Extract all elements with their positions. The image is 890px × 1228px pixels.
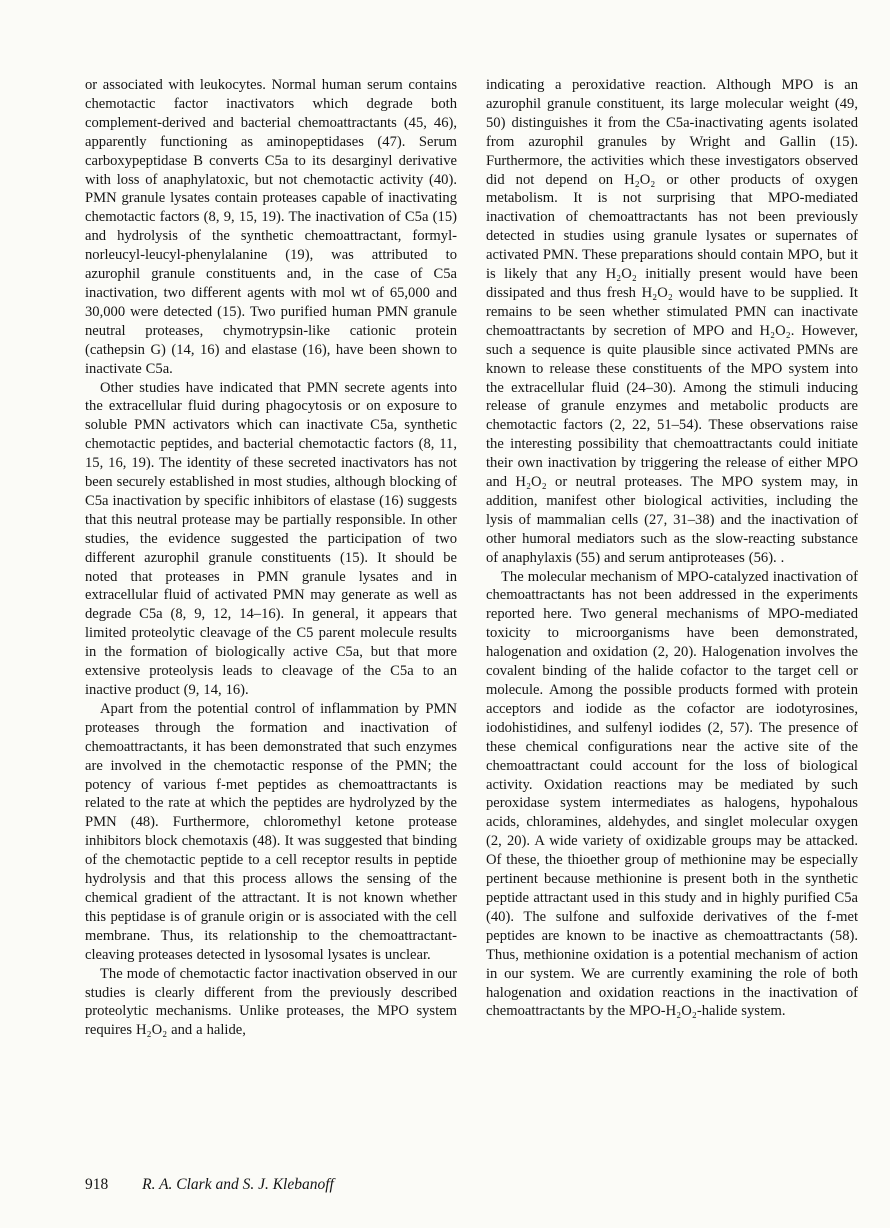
paragraph: The mode of chemotactic factor inactivation observed in our studies is clearly different from the previously described proteolytic mechanisms. Unlike proteases, the MPO system requires H₂O₂ and a halide, xyxy=(85,965,457,1039)
paragraph: indicating a peroxidative reaction. Although MPO is an azurophil granule constituent, its large molecular weight (49, 50) distinguishes it from the C5a-inactivating agents isolated from azurophil granules by Wright and Gallin (15). Furthermore, the activities which these investigators observed did not depend on H₂O₂ or other products of oxygen metabolism. It is not surprising that MPO-mediated inactivation of chemoattractants has not been previously detected in studies using granule lysates or supernates of activated PMN. These preparations should contain MPO, but it is likely that any H₂O₂ initially present would have been dissipated and thus fresh H₂O₂ would have to be supplied. It remains to be seen whether stimulated PMN can inactivate chemoattractants by secretion of MPO and H₂O₂. However, such a sequence is quite plausible since activated PMNs are known to release these constituents of the MPO system into the extracellular fluid (24–30). Among the stimuli inducing release of granule enzymes and metabolic products are chemotactic factors (2, 22, 51–54). These observations raise the interesting possibility that chemoattractants could initiate their own inactivation by triggering the release of either MPO and H₂O₂ or neutral proteases. The MPO system may, in addition, manifest other biological activities, including the lysis of mammalian cells (27, 31–38) and the inactivation of other humoral mediators such as the slow-reacting substance of anaphylaxis (55) and serum antiproteases (56). . xyxy=(486,77,858,566)
right-column xyxy=(486,76,858,1040)
page-number: 918 xyxy=(85,1176,109,1193)
paragraph: Apart from the potential control of inflammation by PMN proteases through the formation and inactivation of chemoattractants, it has been demonstrated that such enzymes are involved in the chemotactic response of the PMN; the potency of various f-met peptides as chemoattractants is related to the rate at which the peptides are hydrolyzed by the PMN (48). Furthermore, chloromethyl ketone protease inhibitors block chemotaxis (48). It was suggested that binding of the chemotactic peptide to a cell receptor results in peptide hydrolysis and that this process allows the sensing of the chemical gradient of the attractant. It is not known whether this peptidase is of granule origin or is associated with the cell membrane. Thus, its relationship to the chemoattractant-cleaving proteases detected in lysosomal lysates is unclear. xyxy=(85,700,457,963)
paragraph: Other studies have indicated that PMN secrete agents into the extracellular fluid during phagocytosis or on exposure to soluble PMN activators which can inactivate C5a, synthetic chemotactic peptides, and bacterial chemotactic factors (8, 11, 15, 16, 19). The identity of these secreted inactivators has not been securely established in most studies, although blocking of C5a inactivation by specific inhibitors of elastase (16) suggests that this neutral protease may be partially responsible. In other studies, the evidence suggested the participation of two different azurophil granule constituents (15). It should be noted that proteases in PMN granule lysates and in extracellular fluid of activated PMN may generate as well as degrade C5a (8, 9, 12, 14–16). In general, it appears that limited proteolytic cleavage of the C5 parent molecule results in the formation of biologically active C5a, but that more extensive proteolysis leads to cleavage of the C5a to an inactive product (9, 14, 16). xyxy=(85,379,457,698)
running-authors: R. A. Clark and S. J. Klebanoff xyxy=(142,1176,334,1193)
left-column xyxy=(85,76,457,1040)
paragraph: or associated with leukocytes. Normal human serum contains chemotactic factor inactivators which degrade both complement-derived and bacterial chemoattractants (45, 46), apparently functioning as aminopeptidases (47). Serum carboxypeptidase B converts C5a to its desarginyl derivative with loss of anaphylatoxic, but not chemotactic activity (40). PMN granule lysates contain proteases capable of inactivating chemotactic factors (8, 9, 15, 19). The inactivation of C5a (15) and hydrolysis of the synthetic chemoattractant, formyl-norleucyl-leucyl-phenylalanine (19), was attributed to azurophil granule constituents and, in the case of C5a inactivation, two different agents with mol wt of 65,000 and 30,000 were detected (15). Two purified human PMN granule neutral proteases, chymotrypsin-like cationic protein (cathepsin G) (14, 16) and elastase (16), have been shown to inactivate C5a. xyxy=(85,77,457,377)
article-body xyxy=(85,76,858,1040)
paragraph: The molecular mechanism of MPO-catalyzed inactivation of chemoattractants has not been addressed in the experiments reported here. Two general mechanisms of MPO-mediated toxicity to microorganisms have been demonstrated, halogenation and oxidation (2, 20). Halogenation involves the covalent binding of the halide cofactor to the target cell or molecule. Among the possible products formed with protein acceptors and iodide as the cofactor are iodotyrosines, iodohistidines, and sulfenyl iodides (2, 57). The presence of these chemical configurations near the active site of the chemoattractant could account for the loss of biological activity. Oxidation reactions may be mediated by such peroxidase system intermediates as halogens, hypohalous acids, chloramines, aldehydes, and singlet molecular oxygen (2, 20). A wide variety of oxidizable groups may be attacked. Of these, the thioether group of methionine may be especially pertinent because methionine is present both in the synthetic peptide attractant used in this study and in highly purified C5a (40). The sulfone and sulfoxide derivatives of the f-met peptides are known to be inactive as chemoattractants (58). Thus, methionine oxidation is a potential mechanism of action in our system. We are currently examining the role of both halogenation and oxidation reactions in the inactivation of chemoattractants by the MPO-H₂O₂-halide system. xyxy=(486,568,858,1020)
page-footer xyxy=(85,1176,334,1194)
